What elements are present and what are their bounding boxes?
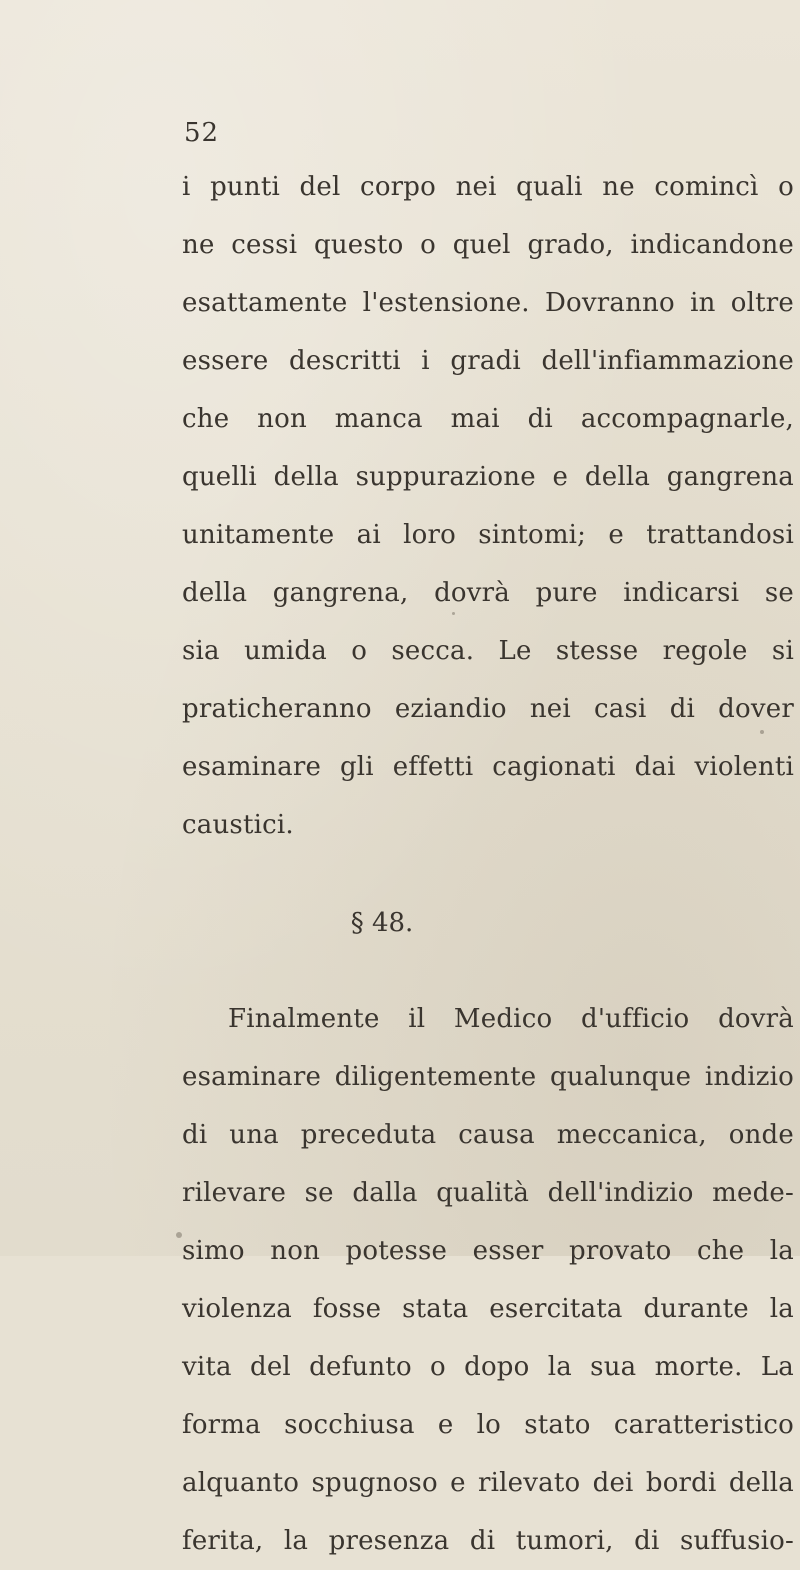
text-line: violenza fosse stata esercitata durante la: [182, 1294, 794, 1324]
text-line: alquanto spugnoso e rilevato dei bordi della: [182, 1468, 794, 1498]
paragraph-1: [182, 158, 794, 854]
text-line: praticheranno eziandio nei casi di dover: [182, 694, 794, 724]
text-line: di una preceduta causa meccanica, onde: [182, 1120, 794, 1150]
text-line: esaminare gli effetti cagionati dai violenti: [182, 752, 794, 782]
text-line: forma socchiusa e lo stato caratteristico: [182, 1410, 794, 1440]
section-heading: § 48.: [350, 908, 414, 938]
text-line: esattamente l'estensione. Dovranno in oltre: [182, 288, 794, 318]
text-line: rilevare se dalla qualità dell'indizio mede-: [182, 1178, 794, 1208]
text-line: vita del defunto o dopo la sua morte. La: [182, 1352, 794, 1382]
text-line: caustici.: [182, 810, 294, 840]
text-line: sia umida o secca. Le stesse regole si: [182, 636, 794, 666]
text-line: ferita, la presenza di tumori, di suffusio-: [182, 1526, 794, 1556]
text-line: che non manca mai di accompagnarle,: [182, 404, 794, 434]
text-body: [182, 158, 794, 1570]
paper-speck: [760, 730, 764, 734]
text-line: i punti del corpo nei quali ne comincì o: [182, 172, 794, 202]
page-number: 52: [184, 118, 220, 148]
paper-speck: [176, 1232, 182, 1238]
text-line: esaminare diligentemente qualunque indizio: [182, 1062, 794, 1092]
text-line: simo non potesse esser provato che la: [182, 1236, 794, 1266]
text-line: della gangrena, dovrà pure indicarsi se: [182, 578, 794, 608]
text-line: ne cessi questo o quel grado, indicandone: [182, 230, 794, 260]
text-line: Finalmente il Medico d'ufficio dovrà: [228, 1004, 794, 1034]
text-line: quelli della suppurazione e della gangrena: [182, 462, 794, 492]
text-line: essere descritti i gradi dell'infiammazione: [182, 346, 794, 376]
paragraph-2: [182, 990, 794, 1570]
paper-speck: [452, 612, 455, 615]
text-line: unitamente ai loro sintomi; e trattandosi: [182, 520, 794, 550]
